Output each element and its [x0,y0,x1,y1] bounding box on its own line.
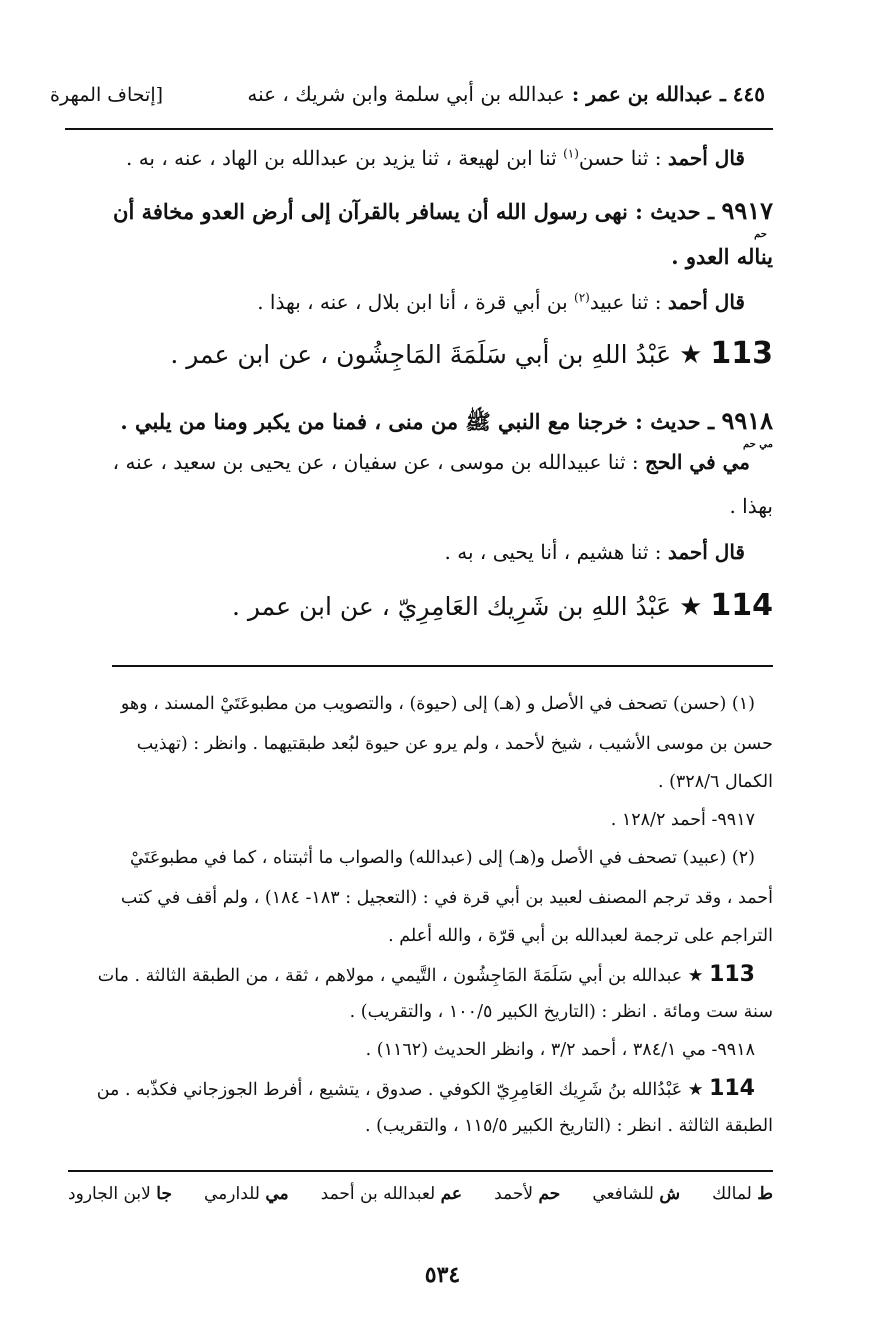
source-note-9917: ٩٩١٧- أحمد ١٢٨/٢ . [610,810,755,830]
hadith-number: ٩٩١٧ حم [721,196,773,240]
hadith-9918 [120,406,773,450]
source-code: مي حم [742,439,773,450]
legend-code: مي [265,1184,289,1204]
translation-number: 113 [710,336,773,371]
legend-label: لمالك [712,1184,752,1204]
bio-note-114-line-2: الطبقة الثالثة . انظر : (التاريخ الكبير ١١٥/٥ ، والتقريب) . [364,1116,773,1136]
bio-note-113-line-1 [98,962,755,987]
page-number: ٥٣٤ [424,1262,461,1288]
bio-text: عبدالله بن أبي سَلَمَةَ المَاجِشُون ، التَّيمي ، مولاهم ، ثقة ، من الطبقة الثالثة . مات [97,966,683,986]
header-rule [65,128,773,130]
running-header-title [247,82,765,106]
translation-name: عَبْدُ اللهِ بن شَرِيك العَامِرِيّ ، عن ابن عمر . [231,592,672,621]
chapter-subtitle: عبدالله بن أبي سلمة وابن شريك ، عنه [247,82,565,106]
chain-text: : ثنا هشيم ، أنا يحيى ، به . [444,540,662,564]
chapter-title: عبدالله بن عمر : [571,82,713,106]
translation-114 [232,588,773,623]
hadith-label: ـ حديث : [635,199,715,224]
star-icon: ★ [679,340,703,370]
footnote-2-line-3: التراجم على ترجمة لعبدالله بن أبي قرّة ، والله أعلم . [388,926,773,946]
legend-label: لأحمد [494,1184,534,1204]
hadith-number: ٩٩١٨ مي حم [721,406,773,450]
star-icon: ★ [687,1080,704,1100]
bio-number: 113 [709,962,755,987]
translation-number: 114 [710,588,773,623]
legend-label: للشافعي [592,1184,654,1204]
legend-rule [68,1170,773,1172]
footnote-2-line-2: أحمد ، وقد ترجم المصنف لعبيد بن أبي قرة في : (التعجيل : ١٨٣- ١٨٤) ، ولم أقف في كتب [120,888,773,908]
bio-number: 114 [709,1076,755,1101]
chain-text: : ثنا عبيد [589,290,662,314]
bio-text: عَبْدُالله بنُ شَرِيك العَامِرِيّ الكوفي . صدوق ، يتشيع ، أفرط الجوزجاني فكذّبه . من [96,1080,683,1100]
footnote-2-line-1: (٢) (عبيد) تصحف في الأصل و(هـ) إلى (عبدالله) والصواب ما أثبتناه ، كما في مطبوعَتَيْ [129,848,755,868]
legend-code: عم [440,1184,463,1204]
legend-code: جا [156,1184,172,1204]
footnote-ref-1: (١) [563,146,579,161]
legend-code: ط [757,1184,773,1204]
legend-label: للدارمي [204,1184,260,1204]
chain-text: : ثنا حسن [578,146,662,170]
chain-line-4 [445,540,745,564]
hadith-9917 [113,196,773,240]
hadith-text: خرجنا مع النبي ﷺ من منى ، فمنا من يكبر ومنا من يلبي . [120,409,628,434]
legend-item [204,1184,289,1204]
translation-name: عَبْدُ اللهِ بن أبي سَلَمَةَ المَاجِشُون ، عن ابن عمر . [170,340,672,369]
bio-note-113-line-2: سنة ست ومائة . انظر : (التاريخ الكبير ١٠٠/٥ ، والتقريب) . [349,1002,773,1022]
legend-item [592,1184,680,1204]
chain-text: : ثنا عبيدالله بن موسى ، عن سفيان ، عن يحيى بن سعيد ، عنه ، [112,450,639,474]
footnotes-rule [112,665,773,667]
footnote-ref-2: (٢) [574,290,590,305]
chain-tail: ثنا ابن لهيعة ، ثنا يزيد بن عبدالله بن الهاد ، عنه ، به . [125,146,557,170]
narrator-lead: مي في الحج [644,450,750,474]
source-code: حم [754,229,767,240]
legend-code: ش [659,1184,681,1204]
star-icon: ★ [679,592,703,622]
chain-tail: بن أبي قرة ، أنا ابن بلال ، عنه ، بهذا . [257,290,568,314]
book-title: [إتحاف المهرة [50,84,164,106]
chain-line-2 [257,290,745,314]
abbreviation-legend [68,1184,773,1204]
footnote-1-line-3: الكمال ٣٢٨/٦) . [657,772,773,792]
narrator-lead: قال أحمد [667,290,745,314]
hadith-label: ـ حديث : [635,409,715,434]
legend-label: لابن الجارود [68,1184,151,1204]
narrator-lead: قال أحمد [667,540,745,564]
chain-line-3-cont: بهذا . [729,494,773,518]
footnote-1-line-1: (١) (حسن) تصحف في الأصل و (هـ) إلى (حيوة) ، والتصويب من مطبوعَتَيْ المسند ، وهو [120,694,755,714]
source-note-9918: ٩٩١٨- مي ٣٨٤/١ ، أحمد ٣/٢ ، وانظر الحديث (١١٦٢) . [365,1040,755,1060]
narrator-lead: قال أحمد [667,146,745,170]
footnote-1-line-2: حسن بن موسى الأشيب ، شيخ لأحمد ، ولم يرو عن حيوة لبُعد طبقتيهما . وانظر : (تهذيب [136,734,773,754]
legend-item [494,1184,560,1204]
star-icon: ★ [687,966,704,986]
legend-item [712,1184,773,1204]
chapter-number: ٤٤٥ ـ [719,82,765,106]
chain-line-3 [113,450,750,474]
legend-item [68,1184,172,1204]
hadith-9917-cont: يناله العدو . [671,244,773,269]
chain-line-1 [126,146,745,170]
translation-113 [170,336,773,371]
hadith-text: نهى رسول الله أن يسافر بالقرآن إلى أرض العدو مخافة أن [113,199,628,224]
legend-label: لعبدالله بن أحمد [320,1184,436,1204]
legend-code: حم [538,1184,561,1204]
legend-item [321,1184,462,1204]
bio-note-114-line-1 [97,1076,755,1101]
